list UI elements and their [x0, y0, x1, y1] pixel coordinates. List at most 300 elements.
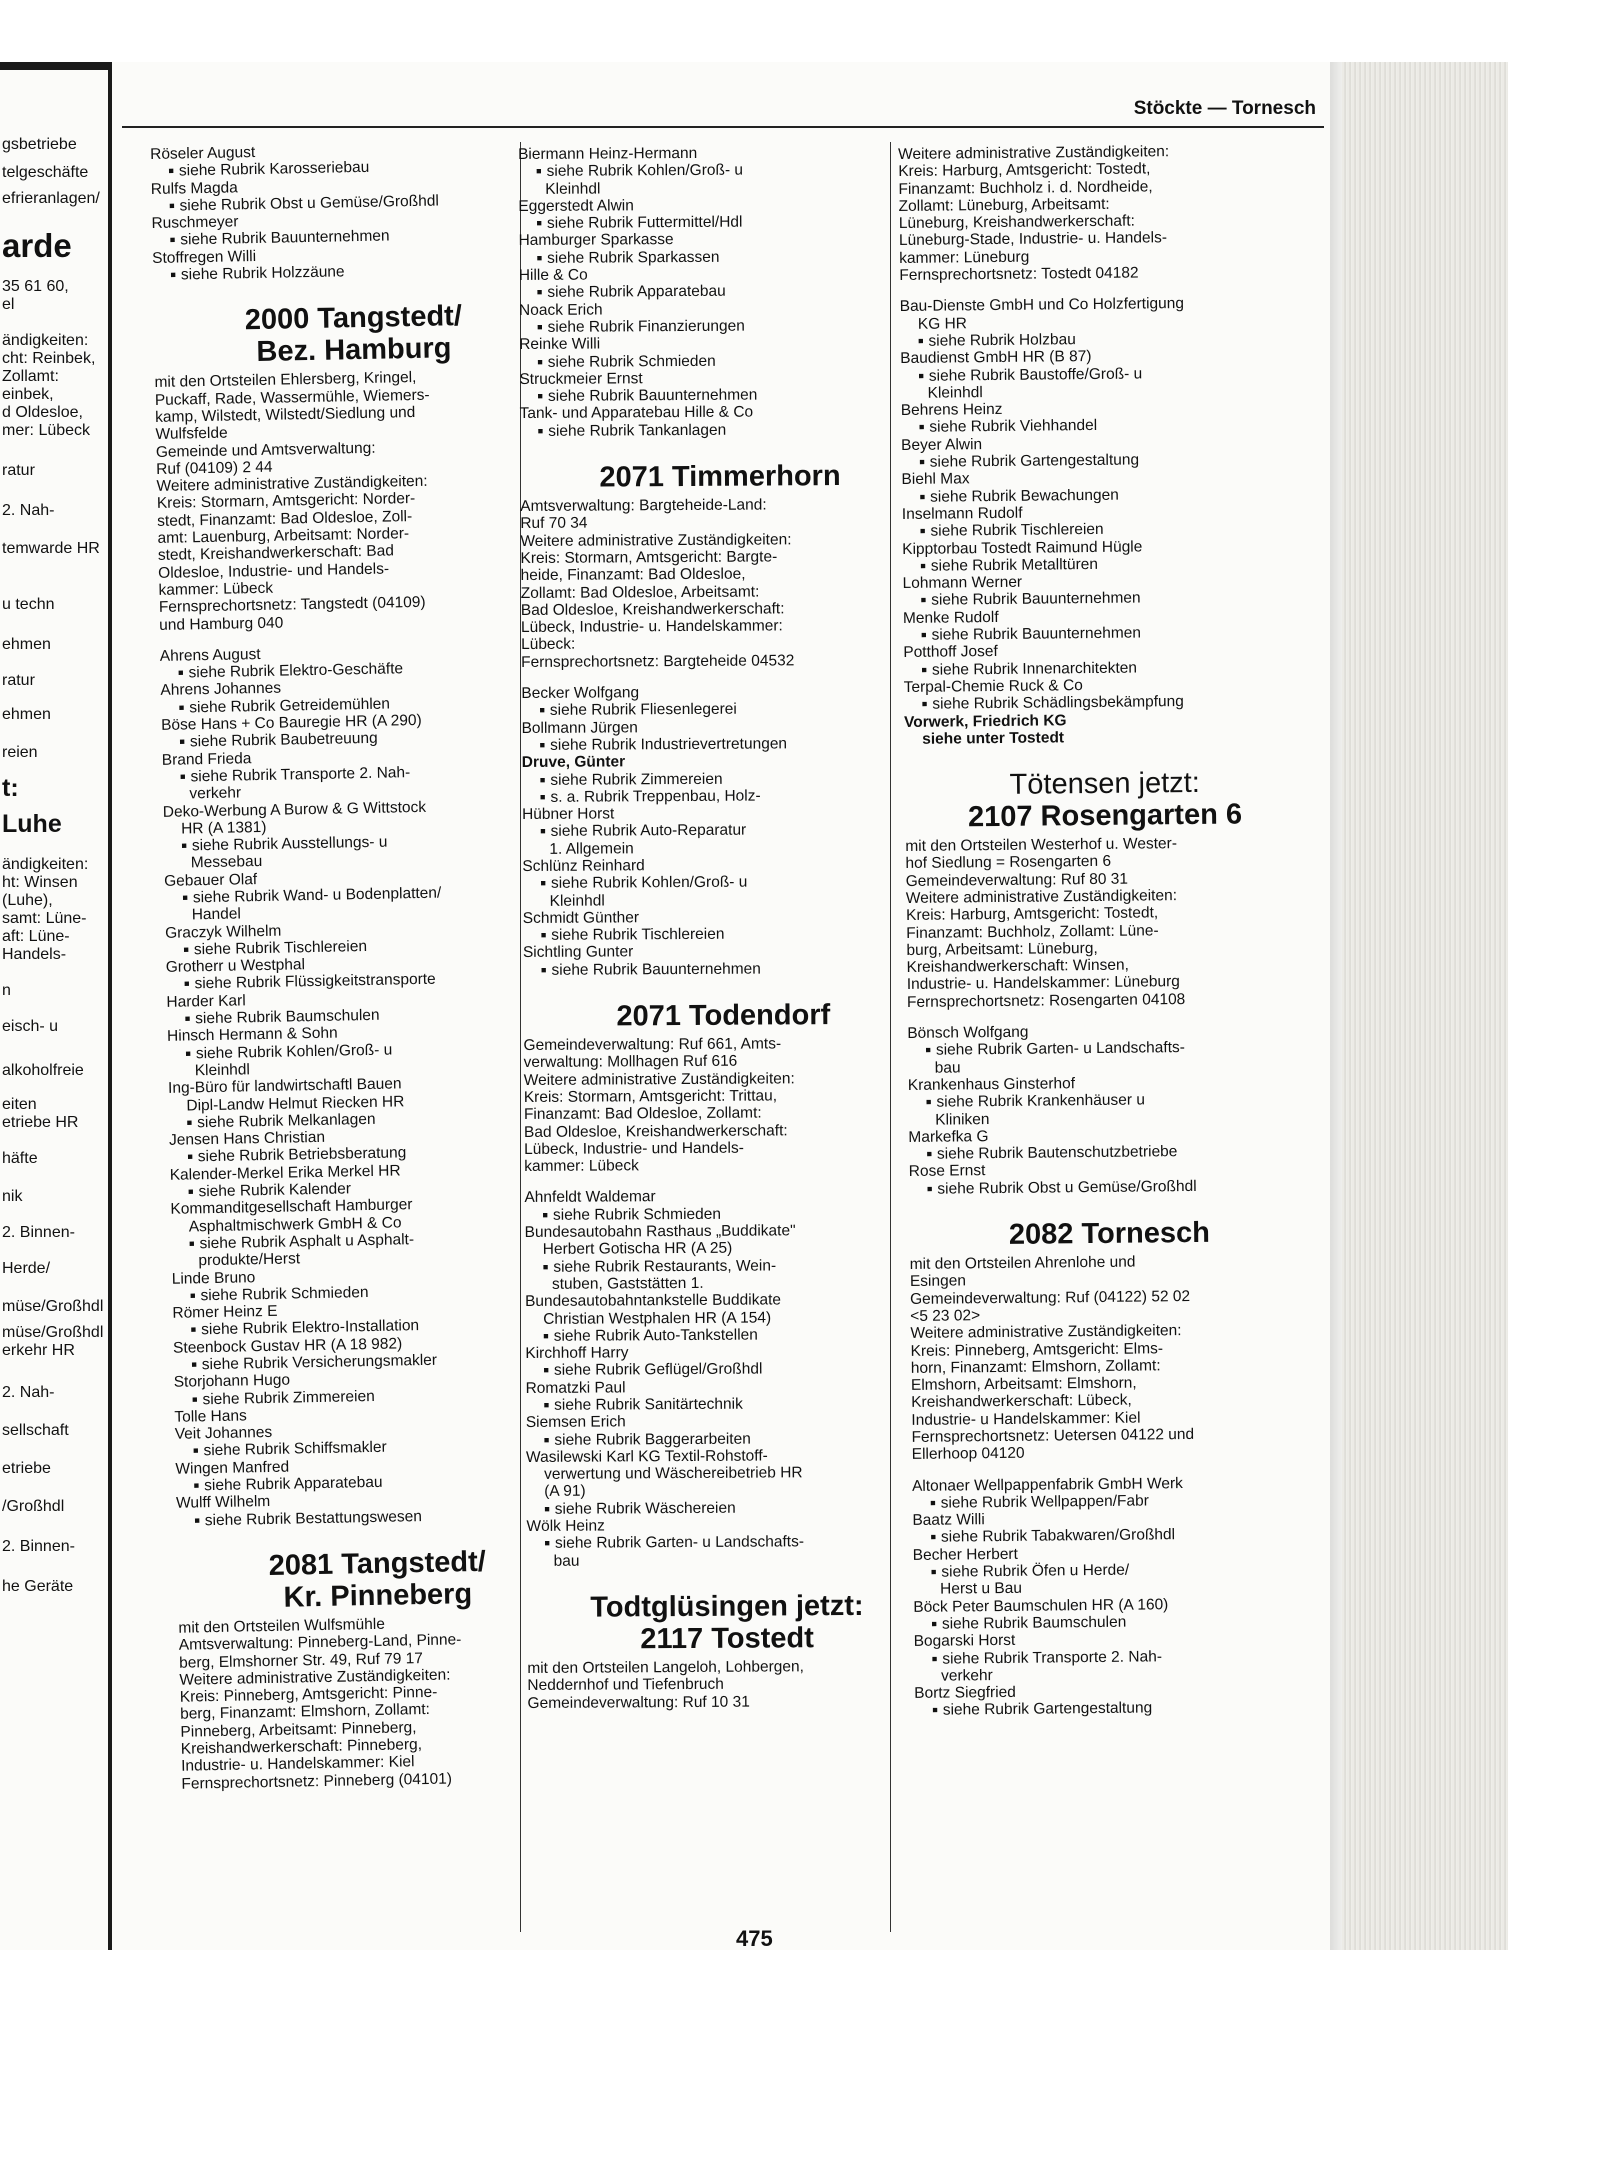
cut-off-text: Herde/	[2, 1260, 51, 1277]
admin-info-line: Weitere administrative Zuständigkeiten:	[910, 1322, 1182, 1343]
header-rule	[122, 126, 1324, 128]
entry-detail: (A 91)	[544, 1483, 586, 1501]
rubric-reference: ■ siehe Rubrik Bauunternehmen	[152, 225, 552, 250]
cut-off-text: arde	[2, 227, 72, 264]
entry-name: Bundesautobahn Rasthaus „Buddikate"	[524, 1222, 796, 1242]
admin-info-line: heide, Finanzamt: Bad Oldesloe,	[520, 565, 746, 585]
rubric-reference: ■ siehe Rubrik Tischlereien	[523, 925, 923, 945]
entry-detail: verwertung und Wäschereibetrieb HR	[544, 1464, 803, 1484]
place-title: 2081 Tangstedt/	[268, 1545, 487, 1582]
entry-name: Reinke Willi	[519, 335, 601, 354]
reference-continuation: verkehr	[940, 1666, 993, 1685]
cut-off-text: Zollamt:	[2, 368, 59, 385]
admin-info-line: Industrie- u Handelskammer: Kiel	[911, 1409, 1141, 1429]
entry-name: Bönsch Wolfgang	[907, 1023, 1029, 1043]
rubric-reference: ■ siehe Rubrik Transporte 2. Nah-	[162, 761, 562, 786]
rubric-reference: ■ siehe Rubrik Industrievertretungen	[522, 734, 922, 754]
admin-info-line: Finanzamt: Buchholz, Zollamt: Lüne-	[906, 921, 1159, 942]
entry-name: Jensen Hans Christian	[168, 1128, 326, 1149]
rubric-reference: ■ siehe Rubrik Baubetreuung	[161, 727, 561, 752]
entry-name: Bau-Dienste GmbH und Co Holzfertigung	[899, 295, 1185, 316]
place-title: Bez. Hamburg	[256, 332, 452, 369]
cut-off-text: müse/Großhdl	[2, 1324, 104, 1341]
directory-entry	[904, 675, 1304, 714]
entry-name: Römer Heinz E	[172, 1302, 278, 1322]
rubric-reference: ■ siehe Rubrik Geflügel/Großhdl	[525, 1360, 925, 1380]
directory-entry	[912, 1473, 1312, 1512]
rubric-reference: ■ siehe Rubrik Holzbau	[900, 329, 1300, 350]
place-title: Kr. Pinneberg	[283, 1578, 473, 1614]
entry-name: Rulfs Magda	[150, 178, 238, 198]
cut-off-text: Luhe	[2, 810, 62, 838]
place-title: 2107 Rosengarten 6	[967, 798, 1243, 834]
directory-entry	[901, 398, 1301, 437]
entry-name: Ing-Büro für landwirtschaftl Bauen	[167, 1075, 402, 1098]
admin-info-line: Gemeindeverwaltung: Ruf (04122) 52 02	[909, 1287, 1191, 1308]
entry-name: Wingen Manfred	[175, 1458, 290, 1478]
admin-info-line: mit den Ortsteilen Wulfsmühle	[178, 1615, 386, 1637]
directory-entry	[913, 1594, 1313, 1633]
entry-name: Veit Johannes	[174, 1424, 273, 1443]
rubric-reference: ■ siehe Rubrik Garten- u Landschafts-	[907, 1038, 1307, 1059]
column-3	[898, 142, 1314, 1720]
directory-entry	[170, 1193, 571, 1270]
rubric-reference: ■ siehe Rubrik Baustoffe/Groß- u	[900, 363, 1300, 384]
directory-entry	[525, 1291, 925, 1345]
place-title-line	[905, 766, 1305, 802]
jetzt-label: jetzt:	[1138, 766, 1200, 800]
rubric-reference: ■ siehe Rubrik Auto-Tankstellen	[525, 1325, 925, 1345]
cut-off-text: häfte	[2, 1150, 38, 1167]
cut-off-text: telgeschäfte	[2, 164, 89, 181]
directory-entry	[900, 294, 1301, 350]
admin-info-line: mit den Ortsteilen Westerhof u. Wester-	[905, 835, 1178, 856]
cut-off-text: erkehr HR	[2, 1342, 75, 1359]
place-title: 2000 Tangstedt/	[244, 300, 463, 337]
reference-continuation: Kleinhdl	[927, 383, 983, 402]
rubric-reference: ■ siehe Rubrik Wellpappen/Fabr	[912, 1491, 1312, 1512]
rubric-reference: ■ siehe Rubrik Krankenhäuser u	[908, 1090, 1308, 1111]
cut-off-text: cht: Reinbek,	[2, 350, 96, 367]
entry-name: Kalender-Merkel Erika Merkel HR	[169, 1162, 401, 1184]
directory-entry	[522, 804, 922, 858]
rubric-reference: ■ siehe Rubrik Restaurants, Wein-	[525, 1256, 925, 1276]
cut-off-text: he Geräte	[2, 1578, 74, 1595]
rubric-reference: ■ siehe Rubrik Obst u Gemüse/Großhdl	[151, 190, 551, 215]
cut-off-text: (Luhe),	[2, 892, 53, 909]
directory-entry	[914, 1681, 1314, 1720]
entry-name: Becher Herbert	[912, 1545, 1018, 1564]
admin-info-line: Fernsprechortsnetz: Pinneberg (04101)	[181, 1770, 453, 1793]
rubric-reference: ■ siehe Rubrik Bewachungen	[902, 484, 1302, 505]
rubric-reference: ■ siehe Rubrik Öfen u Herde/	[913, 1560, 1313, 1581]
cut-off-text: aft: Lüne-	[2, 928, 70, 945]
entry-name: Lohmann Werner	[902, 573, 1023, 593]
cut-off-text: efrieranlagen/	[2, 190, 100, 207]
entry-name: Baatz Willi	[912, 1511, 985, 1530]
rubric-reference: ■ siehe Rubrik Bestattungswesen	[176, 1505, 576, 1530]
rubric-reference: ■ siehe Rubrik Tankanlagen	[520, 420, 920, 440]
rubric-reference: ■ siehe Rubrik Schmieden	[172, 1280, 572, 1305]
entry-detail: Asphaltmischwerk GmbH & Co	[188, 1213, 402, 1236]
rubric-reference: ■ siehe Rubrik Schmieden	[519, 351, 919, 371]
entry-name: Wölk Heinz	[526, 1517, 605, 1536]
admin-info-line: horn, Finanzamt: Elmshorn, Zollamt:	[910, 1357, 1161, 1377]
directory-entry	[519, 334, 919, 371]
spacer	[520, 438, 920, 454]
rubric-reference: ■ siehe Rubrik Kohlen/Groß- u	[522, 873, 922, 893]
reference-continuation: Kleinhdl	[549, 892, 605, 910]
section-heading	[153, 299, 554, 371]
reference-continuation: produkte/Herst	[198, 1250, 301, 1270]
section-heading	[177, 1544, 578, 1616]
place-title: 2082 Tornesch	[1008, 1216, 1211, 1251]
rubric-reference: ■ siehe Rubrik Schädlingsbekämpfung	[904, 692, 1304, 713]
admin-info-line: mit den Ortsteilen Langeloh, Lohbergen,	[527, 1658, 804, 1677]
entry-detail: Dipl-Landw Helmut Riecken HR	[186, 1092, 405, 1115]
admin-info-line: Ruf 70 34	[520, 514, 588, 533]
rubric-reference: ■ siehe Rubrik Zimmereien	[522, 769, 922, 789]
admin-info-line: mit den Ortsteilen Ehlersberg, Kringel,	[154, 369, 417, 392]
entry-detail: HR (A 1381)	[180, 818, 267, 838]
entry-name: Noack Erich	[518, 301, 603, 319]
admin-info-line: Gemeindeverwaltung: Ruf 10 31	[527, 1693, 750, 1712]
entry-name: Beyer Alwin	[901, 435, 983, 454]
entry-name: Becker Wolfgang	[521, 684, 640, 703]
entry-name: Schlünz Reinhard	[522, 857, 645, 875]
admin-info-line: kamp, Wilstedt, Wilstedt/Siedlung und	[155, 403, 416, 426]
rubric-reference: ■ siehe Rubrik Gartengestaltung	[901, 450, 1301, 471]
directory-entry	[523, 907, 923, 944]
rubric-reference: ■ siehe Rubrik Flüssigkeitstransporte	[166, 969, 566, 994]
admin-info-line: Pinneberg, Arbeitsamt: Pinneberg,	[180, 1718, 417, 1741]
directory-entry	[912, 1508, 1312, 1547]
admin-info-line: kammer: Lübeck	[524, 1157, 639, 1176]
admin-info-line: stedt, Finanzamt: Bad Oldesloe, Zoll-	[157, 507, 413, 530]
entry-name: Wulff Wilhelm	[175, 1493, 271, 1513]
admin-info-line: Weitere administrative Zuständigkeiten:	[905, 887, 1178, 907]
entry-name: Altonaer Wellpappenfabrik GmbH Werk	[911, 1474, 1183, 1495]
place-title: 2071 Timmerhorn	[599, 460, 841, 494]
cut-off-text: mer: Lübeck	[2, 422, 91, 439]
reference-continuation: Kliniken	[935, 1110, 990, 1129]
entry-name: Menke Rudolf	[902, 608, 999, 627]
admin-info-line: Kreis: Harburg, Amtsgericht: Tostedt,	[905, 904, 1159, 925]
cut-off-text: ehmen	[2, 706, 51, 723]
reference-continuation: bau	[553, 1552, 580, 1570]
rubric-reference: ■ siehe Rubrik Transporte 2. Nah-	[914, 1646, 1314, 1667]
cut-off-text: etriebe	[2, 1460, 51, 1477]
entry-detail: Christian Westphalen HR (A 154)	[543, 1308, 772, 1328]
entry-name: Romatzki Paul	[525, 1379, 626, 1397]
rubric-reference: ■ siehe Rubrik Fliesenlegerei	[521, 700, 921, 720]
rubric-reference: ■ siehe Rubrik Ausstellungs- u	[163, 830, 563, 855]
cut-off-text: el	[2, 296, 15, 313]
rubric-reference: ■ siehe Rubrik Sanitärtechnik	[526, 1395, 926, 1415]
admin-info-line: Puckaff, Rade, Wassermühle, Wiemers-	[154, 386, 430, 409]
cut-off-text: ht: Winsen	[2, 874, 78, 891]
entry-name: Behrens Heinz	[900, 401, 1003, 420]
cut-off-text: reien	[2, 744, 38, 761]
entry-name: Sichtling Gunter	[522, 943, 634, 962]
admin-info-line: Wulfsfelde	[155, 424, 228, 444]
spacer	[527, 1567, 927, 1583]
entry-name: Kommanditgesellschaft Hamburger	[170, 1196, 413, 1219]
rubric-reference: ■ siehe Rubrik Zimmereien	[174, 1384, 574, 1409]
cut-off-text: ehmen	[2, 636, 51, 653]
rubric-reference: ■ siehe Rubrik Auto-Reparatur	[522, 821, 922, 841]
entry-name: Wasilewski Karl KG Textil-Rohstoff-	[525, 1447, 768, 1466]
entry-name: Harder Karl	[166, 992, 246, 1011]
admin-info-line: Weitere administrative Zuständigkeiten:	[523, 1069, 795, 1089]
entry-name: Kipptorbau Tostedt Raimund Hügle	[902, 537, 1143, 558]
entry-name: Biermann Heinz-Hermann	[518, 144, 698, 163]
rubric-reference: ■ siehe Rubrik Karosseriebau	[150, 156, 550, 181]
admin-info-line: Kreis: Stormarn, Amtsgericht: Bargte-	[520, 548, 778, 567]
rubric-reference: ■ siehe Rubrik Bauunternehmen	[519, 386, 919, 406]
entry-name: Eggerstedt Alwin	[518, 197, 634, 215]
admin-info-line: Zollamt: Lüneburg, Arbeitsamt:	[898, 195, 1110, 215]
place-title: 2071 Todendorf	[616, 999, 831, 1033]
admin-info-line: berg, Elmshorner Str. 49, Ruf 79 17	[178, 1649, 424, 1672]
directory-entry	[903, 640, 1303, 679]
directory-entry	[526, 1516, 926, 1570]
admin-info-line: amt: Lauenburg, Arbeitsamt: Norder-	[157, 525, 410, 547]
old-place-name: Tötensen	[1009, 767, 1131, 801]
rubric-reference: ■ siehe Rubrik Baggerarbeiten	[526, 1429, 926, 1449]
rubric-reference: ■ siehe Rubrik Baumschulen	[167, 1003, 567, 1028]
admin-info-line: Fernsprechortsnetz: Tostedt 04182	[899, 264, 1139, 285]
directory-entry	[901, 467, 1301, 506]
admin-info-line: Lübeck:	[520, 636, 576, 654]
admin-info-line: Kreis: Pinneberg, Amtsgericht: Pinne-	[179, 1683, 438, 1706]
directory-entry	[522, 717, 922, 754]
reference-continuation: bau	[934, 1059, 961, 1077]
section-heading	[527, 1589, 927, 1655]
entry-name: Bortz Siegfried	[914, 1684, 1016, 1703]
entry-name: Struckmeier Ernst	[519, 370, 643, 388]
reference-continuation: Messebau	[190, 853, 263, 872]
directory-entry	[522, 752, 922, 806]
admin-info-line: Weitere administrative Zuständigkeiten:	[898, 143, 1170, 163]
entry-name: Inselmann Rudolf	[901, 504, 1023, 523]
admin-info-line: <5 23 02>	[910, 1307, 981, 1325]
entry-name: Baudienst GmbH HR (B 87)	[900, 348, 1092, 368]
admin-info-line: Neddernhof und Tiefenbruch	[527, 1676, 724, 1695]
entry-name: Stoffregen Willi	[151, 247, 257, 267]
directory-entry	[913, 1543, 1314, 1599]
cut-off-text: samt: Lüne-	[2, 910, 87, 927]
reference-continuation: stuben, Gaststätten 1.	[551, 1274, 704, 1293]
directory-entry	[907, 1021, 1308, 1077]
page-number: 475	[736, 1926, 773, 1950]
directory-entry	[163, 796, 564, 873]
rubric-reference: ■ siehe Rubrik Wäschereien	[526, 1498, 926, 1518]
directory-entry	[526, 1377, 926, 1414]
rubric-reference: ■ siehe Rubrik Tabakwaren/Großhdl	[912, 1525, 1312, 1546]
rubric-reference: ■ siehe Rubrik Bauunternehmen	[903, 623, 1303, 644]
reference-continuation: Kleinhdl	[545, 180, 601, 198]
admin-info-line: Lübeck, Industrie- u. Handelskammer:	[520, 617, 783, 637]
admin-info-line: Finanzamt: Buchholz i. d. Nordheide,	[898, 177, 1153, 198]
running-head: Stöckte — Tornesch	[1133, 98, 1316, 119]
reference-continuation: verkehr	[189, 784, 242, 803]
rubric-reference: ■ siehe Rubrik Schmieden	[524, 1204, 924, 1224]
directory-entry	[903, 606, 1303, 645]
cut-off-text: 2. Binnen-	[2, 1538, 75, 1555]
rubric-reference: ■ siehe Rubrik Baumschulen	[913, 1612, 1313, 1633]
cut-off-text: 35 61 60,	[2, 278, 69, 295]
cut-off-text: 2. Nah-	[2, 502, 55, 519]
cut-off-text: temwarde HR	[2, 540, 100, 557]
admin-info-line: Fernsprechortsnetz: Bargteheide 04532	[521, 652, 795, 671]
directory-entry	[525, 1343, 925, 1380]
admin-info-line: Weitere administrative Zuständigkeiten:	[520, 530, 792, 550]
admin-info-line: Amtsverwaltung: Bargteheide-Land:	[520, 496, 767, 516]
entry-name: Krankenhaus Ginsterhof	[907, 1075, 1076, 1094]
admin-info-line: Fernsprechortsnetz: Tangstedt (04109)	[158, 594, 426, 617]
admin-info-line: Gemeindeverwaltung: Ruf 80 31	[905, 870, 1129, 890]
reference-continuation: 1. Allgemein	[549, 839, 634, 858]
admin-info-line: Bad Oldesloe, Kreishandwerkerschaft:	[523, 1121, 788, 1141]
rubric-reference: ■ siehe Rubrik Versicherungsmakler	[173, 1349, 573, 1374]
rubric-reference: ■ siehe Rubrik Schiffsmakler	[175, 1436, 575, 1461]
cut-off-text: eiten	[2, 1096, 37, 1113]
entry-name: Ahrens Johannes	[160, 680, 282, 700]
cut-off-text: alkoholfreie	[2, 1062, 84, 1079]
admin-info-line: Fernsprechortsnetz: Rosengarten 04108	[906, 990, 1186, 1011]
column-2	[518, 144, 928, 1712]
cut-off-text: etriebe HR	[2, 1114, 79, 1131]
admin-info-line: Kreishandwerkerschaft: Winsen,	[906, 956, 1129, 977]
admin-info-line: Industrie- u. Handelskammer: Lüneburg	[906, 973, 1180, 994]
directory-entry	[909, 1159, 1309, 1198]
directory-entry	[519, 299, 919, 336]
admin-info-line: Kreis: Stormarn, Amtsgericht: Norder-	[156, 490, 416, 513]
entry-detail: KG HR	[917, 314, 968, 333]
entry-name: Deko-Werbung A Burow & G Wittstock	[162, 798, 427, 821]
reference-continuation: Herst u Bau	[940, 1580, 1023, 1599]
rubric-reference: ■ siehe Rubrik Holzzäune	[152, 259, 552, 284]
rubric-reference: ■ siehe Rubrik Bauunternehmen	[523, 959, 923, 979]
admin-info-line: Esingen	[909, 1272, 966, 1291]
directory-entry	[901, 433, 1301, 472]
cut-off-text: müse/Großhdl	[2, 1298, 104, 1315]
directory-entry	[902, 571, 1302, 610]
cut-off-text: gsbetriebe	[2, 136, 77, 153]
entry-name: Schmidt Günther	[522, 909, 640, 927]
directory-entry	[518, 195, 918, 232]
cut-off-text: einbek,	[2, 386, 54, 403]
cut-off-text: d Oldesloe,	[2, 404, 83, 421]
rubric-reference: ■ siehe Rubrik Kohlen/Groß- u	[167, 1038, 567, 1063]
column-1	[150, 138, 582, 1792]
admin-info-line: Gemeindeverwaltung: Ruf 661, Amts-	[523, 1035, 782, 1055]
rubric-reference: ■ siehe Rubrik Getreidemühlen	[161, 692, 561, 717]
directory-entry	[525, 1222, 925, 1294]
admin-info-line: hof Siedlung = Rosengarten 6	[905, 853, 1112, 873]
directory-entry	[902, 502, 1302, 541]
rubric-reference: ■ siehe Rubrik Kohlen/Groß- u	[518, 161, 918, 181]
admin-info-line: Lüneburg, Kreishandwerkerschaft:	[898, 212, 1135, 233]
rubric-reference: ■ siehe Rubrik Sparkassen	[519, 247, 919, 267]
cut-off-text: nik	[2, 1188, 23, 1205]
entry-name: Linde Bruno	[171, 1268, 256, 1288]
rubric-reference: ■ siehe Rubrik Wand- u Bodenplatten/	[164, 882, 564, 907]
entry-name: Terpal-Chemie Ruck & Co	[903, 677, 1083, 696]
directory-entry	[519, 265, 919, 302]
place-title: Todtglüsingen jetzt:	[590, 1589, 864, 1624]
admin-info-line: Weitere administrative Zuständigkeiten:	[179, 1666, 451, 1689]
admin-info-line: Weitere administrative Zuständigkeiten:	[156, 472, 428, 496]
rubric-reference: ■ siehe Rubrik Tischlereien	[165, 934, 565, 959]
rubric-reference: ■ s. a. Rubrik Treppenbau, Holz-	[522, 786, 922, 806]
directory-entry	[902, 536, 1302, 575]
directory-entry	[908, 1073, 1309, 1129]
cut-off-text: u techn	[2, 596, 55, 613]
admin-info-line: Elmshorn, Arbeitsamt: Elmshorn,	[910, 1374, 1137, 1395]
admin-info-line: mit den Ortsteilen Ahrenlohe und	[909, 1253, 1136, 1273]
entry-name: Kirchhoff Harry	[525, 1344, 629, 1363]
directory-entry	[168, 1072, 569, 1132]
entry-name: Hamburger Sparkasse	[518, 231, 674, 250]
rubric-reference: ■ siehe Rubrik Bauunternehmen	[903, 588, 1303, 609]
cut-off-text: ratur	[2, 672, 35, 689]
rubric-reference: ■ siehe Rubrik Innenarchitekten	[903, 657, 1303, 678]
admin-info-line: Kreishandwerkerschaft: Lübeck,	[911, 1392, 1132, 1412]
entry-name: Markefka G	[908, 1127, 989, 1146]
entry-name: Potthoff Josef	[903, 643, 998, 662]
rubric-reference: ■ siehe Rubrik Viehhandel	[901, 415, 1301, 436]
entry-name: Storjohann Hugo	[173, 1371, 291, 1392]
entry-name: Hinsch Hermann & Sohn	[166, 1024, 338, 1046]
rubric-reference: ■ siehe Rubrik Betriebsberatung	[169, 1142, 569, 1167]
directory-entry	[526, 1412, 926, 1449]
cut-off-text: ändigkeiten:	[2, 856, 89, 873]
entry-name: Bogarski Horst	[913, 1632, 1016, 1651]
rubric-reference: ■ siehe Rubrik Futtermittel/Hdl	[518, 213, 918, 233]
admin-info-line: Lübeck, Industrie- und Handels-	[524, 1139, 744, 1158]
rubric-reference: ■ siehe Rubrik Metalltüren	[902, 554, 1302, 575]
entry-name: Böse Hans + Co Bauregie HR (A 290)	[160, 711, 422, 734]
directory-entry	[164, 865, 565, 925]
cut-off-text: ratur	[2, 462, 35, 479]
entry-name: Bundesautobahntankstelle Buddikate	[525, 1291, 782, 1311]
directory-entry	[914, 1629, 1315, 1685]
cut-off-text: t:	[2, 774, 19, 802]
rubric-reference: ■ siehe Rubrik Apparatebau	[519, 282, 919, 302]
rubric-reference: ■ siehe Rubrik Asphalt u Asphalt-	[171, 1228, 571, 1253]
rubric-reference: ■ siehe Rubrik Kalender	[170, 1176, 570, 1201]
cut-off-text: 2. Nah-	[2, 1384, 55, 1401]
admin-info-line: Kreis: Stormarn, Amtsgericht: Trittau,	[523, 1087, 778, 1106]
directory-entry	[524, 1187, 924, 1224]
directory-entry	[520, 403, 920, 440]
rubric-reference: ■ siehe Rubrik Melkanlagen	[169, 1107, 569, 1132]
book-page-edges	[1342, 62, 1508, 1950]
admin-info-line: Industrie- u. Handelskammer: Kiel	[180, 1753, 415, 1776]
entry-name: Ruschmeyer	[151, 213, 239, 233]
admin-info-line: Amtsverwaltung: Pinneberg-Land, Pinne-	[178, 1631, 462, 1654]
rubric-reference: ■ siehe Rubrik Obst u Gemüse/Großhdl	[909, 1176, 1309, 1197]
directory-entry	[521, 683, 921, 720]
spacer	[523, 977, 923, 993]
cut-off-text: /Großhdl	[2, 1498, 65, 1515]
entry-name: Biehl Max	[901, 470, 970, 489]
entry-name: Steenbock Gustav HR (A 18 982)	[172, 1335, 403, 1357]
admin-info-line: Kreis: Harburg, Amtsgericht: Tostedt,	[898, 160, 1151, 181]
entry-name: Hübner Horst	[522, 805, 615, 824]
